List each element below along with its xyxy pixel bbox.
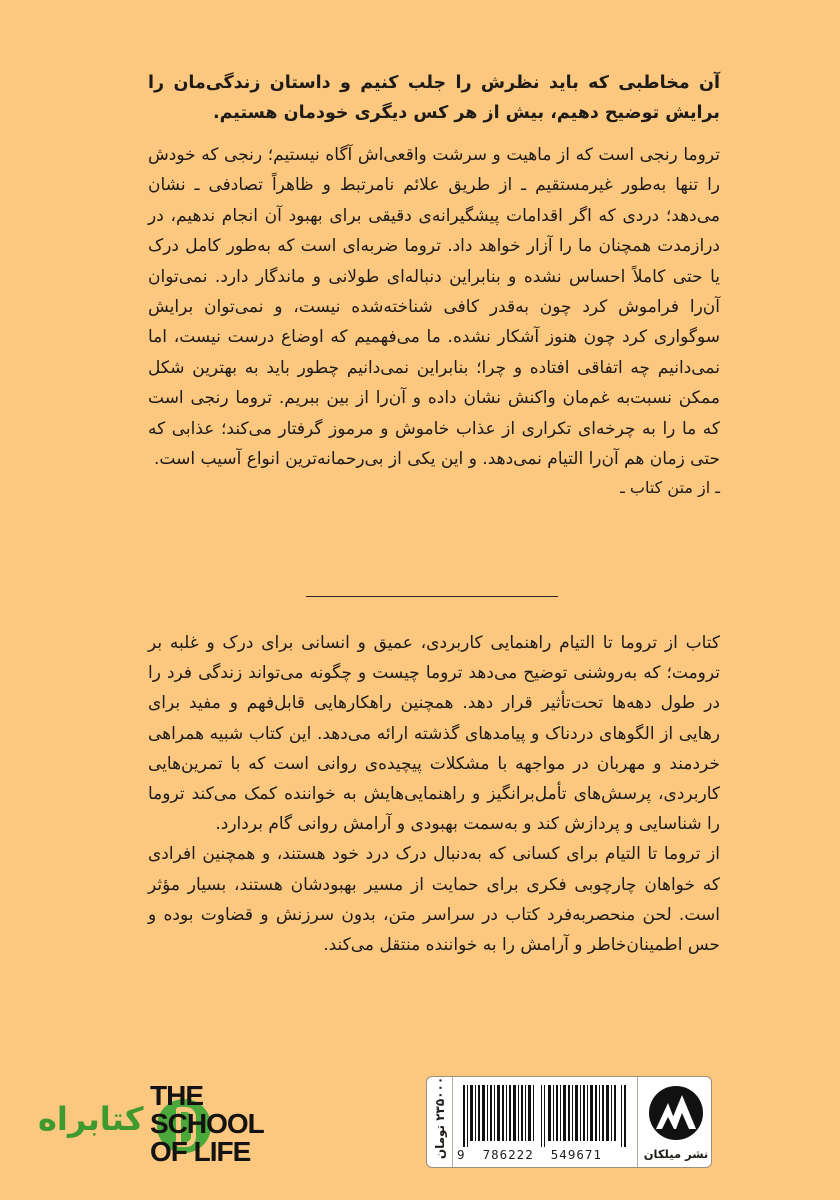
excerpt-paragraph: تروما رنجی است که از ماهیت و سرشت واقعی‌اش آگاه نیستیم؛ رنجی که خودش را تنها به‌طور غیرمستقیم ـ از طریق علائم نامرتبط و ظاهراً تصادفی ـ نشان می‌دهد؛ دردی که اگر اقدامات پیشگیرانه‌ی دقیقی برای بهبود آن انجام ندهیم، در درازمدت همچنان ما را آزار خواهد داد. تروما ضربه‌ای است که به‌طور کامل درک یا حتی کاملاً احساس نشده و بنابراین دنباله‌ای طولانی و ماندگار دارد. نمی‌توان آن‌را فراموش کرد چون به‌قدر کافی شناخته‌شده نیست، و نمی‌توان برایش سوگواری کرد چون هنوز آشکار نشده. ما می‌فهمیم که اوضاع درست نیست، اما نمی‌دانیم چه اتفاقی افتاده و چرا؛ بنابراین نمی‌دانیم چطور باید به بهترین شکل ممکن نسبت‌به غم‌مان واکنش نشان داده و آن‌را از بین ببریم. تروما رنجی است که ما را به چرخه‌ای تکراری از عذاب خاموش و مرموز گرفتار می‌کند؛ عذابی که حتی زمان هم آن‌را التیام نمی‌دهد. و این یکی از بی‌رحمانه‌ترین انواع آسیب است. — [148, 145, 720, 470]
description-paragraph-2: از تروما تا التیام برای کسانی که به‌دنبال درک درد خود هستند، و همچنین افرادی که خواهان چارچوبی فکری برای حمایت از مسیر بهبودشان هستند، بسیار مؤثر است. لحن منحصربه‌فرد کتاب در سراسر متن، بدون سرزنش و قضاوت بوده و حس اطمینان‌خاطر و آرامش را به خواننده منتقل می‌کند. — [148, 844, 720, 956]
series-logo-line-2: SCHOOL — [150, 1108, 264, 1139]
series-logo-line-1: THE — [150, 1080, 203, 1111]
price-text: ۲۳۵۰۰۰ تومان — [433, 1076, 447, 1160]
barcode-panel — [426, 1076, 712, 1168]
description-paragraph-1: کتاب از تروما تا التیام راهنمایی کاربردی، عمیق و انسانی برای درک و غلبه بر ترومت؛ که به‌روشنی توضیح می‌دهد تروما چیست و چگونه می‌تواند زندگی فرد را در طول دهه‌ها تحت‌تأثیر قرار دهد. همچنین راهکارهایی قابل‌فهم و مفید برای رهایی از الگوهای دردناک و پیامدهای گذشته ارائه می‌دهد. این کتاب شبیه همراهی خردمند و مهربان در مواجهه با مشکلات پیچیده‌ی روانی است که با تمرین‌هایی کاربردی، پرسش‌های تأمل‌برانگیز و راهنمایی‌هایش به خواننده کمک می‌کند تروما را شناسایی و پردازش کند و به‌سمت بهبودی و آرامش روانی گام بردارد. — [148, 633, 720, 835]
excerpt-source: ـ از متن کتاب ـ — [620, 478, 720, 498]
store-name: کتابراه — [38, 1100, 144, 1138]
section-divider — [306, 596, 558, 597]
isbn-number: 9 786222 549671 — [457, 1147, 602, 1162]
publisher-name: نشر میلکان — [643, 1147, 709, 1161]
price-label — [427, 1077, 453, 1168]
excerpt-block — [148, 68, 720, 502]
barcode-icon — [461, 1085, 629, 1147]
publisher-logo — [637, 1077, 712, 1168]
lead-quote: آن مخاطبی که باید نظرش را جلب کنیم و داستان زندگی‌مان را برایش توضیح دهیم، بیش از هر کس دیگری خودمان هستیم. — [148, 73, 720, 123]
mountains-icon — [638, 1077, 712, 1147]
series-logo-line-3: OF LIFE — [150, 1136, 251, 1167]
description-block — [148, 628, 720, 960]
series-logo — [150, 1082, 262, 1166]
